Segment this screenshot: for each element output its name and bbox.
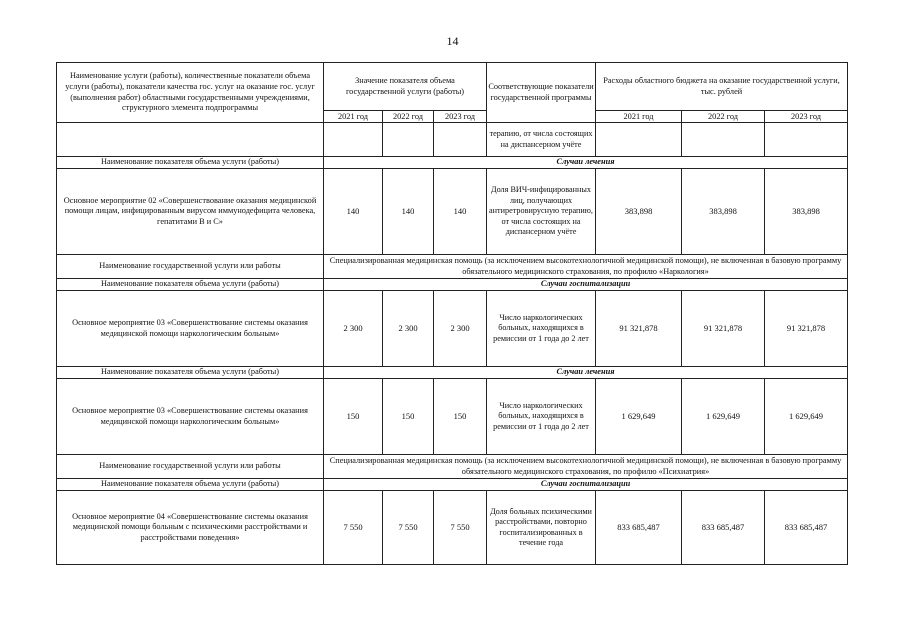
measure-name: Основное мероприятие 03 «Совершенствование системы оказания медицинской помощи наркологическим больным» (57, 379, 324, 455)
value-cell: 7 550 (324, 491, 383, 565)
table-row (57, 291, 848, 367)
table-row (57, 491, 848, 565)
table-row (57, 479, 848, 491)
year-cell: 2022 год (682, 111, 765, 123)
expense-cell: 1 629,649 (682, 379, 765, 455)
expense-cell: 833 685,487 (765, 491, 848, 565)
category-cell: Случаи госпитализации (324, 279, 848, 291)
header-indicator: Соответствующие показатели государственной программы (487, 63, 596, 123)
category-cell: Случаи лечения (324, 367, 848, 379)
table-row (57, 169, 848, 255)
table-row (57, 455, 848, 479)
measure-name: Основное мероприятие 02 «Совершенствование оказания медицинской помощи лицам, инфицированным вирусом иммунодефицита человека, гепатитами В и С» (57, 169, 324, 255)
expense-cell: 383,898 (596, 169, 682, 255)
service-cell: Специализированная медицинская помощь (за исключением высокотехнологичной медицинской помощи), не включенная в базовую программу обязательного медицинского страхования, по профилю «Психиатрия» (324, 455, 848, 479)
indicator-cell: Доля ВИЧ-инфицированных лиц, получающих антиретровирусную терапию, от числа состоящих на диспансерном учёте (487, 169, 596, 255)
expense-cell: 1 629,649 (765, 379, 848, 455)
table-row (57, 279, 848, 291)
expense-cell: 91 321,878 (765, 291, 848, 367)
indicator-cell: Доля больных психическими расстройствами, повторно госпитализированных в течение года (487, 491, 596, 565)
indicator-cell: Число наркологических больных, находящихся в ремиссии от 1 года до 2 лет (487, 291, 596, 367)
expense-cell: 383,898 (765, 169, 848, 255)
expense-cell: 833 685,487 (682, 491, 765, 565)
service-cell: Специализированная медицинская помощь (за исключением высокотехнологичной медицинской помощи), не включенная в базовую программу обязательного медицинского страхования, по профилю «Наркология» (324, 255, 848, 279)
table-row (57, 157, 848, 169)
header-volume: Значение показателя объема государственной услуги (работы) (324, 63, 487, 111)
value-cell: 140 (383, 169, 434, 255)
page-number: 14 (446, 34, 459, 48)
table-row (57, 367, 848, 379)
value-cell: 7 550 (383, 491, 434, 565)
header-expenses: Расходы областного бюджета на оказание государственной услуги, тыс. рублей (596, 63, 848, 111)
label-state-service: Наименование государственной услуги или работы (57, 255, 324, 279)
value-cell: 2 300 (434, 291, 487, 367)
expense-cell: 91 321,878 (596, 291, 682, 367)
value-cell: 150 (324, 379, 383, 455)
category-cell: Случаи лечения (324, 157, 848, 169)
year-cell: 2021 год (596, 111, 682, 123)
value-cell: 2 300 (383, 291, 434, 367)
indicator-cell: терапию, от числа состоящих на диспансерном учёте (487, 123, 596, 157)
value-cell: 150 (383, 379, 434, 455)
header-row (57, 63, 848, 111)
measure-name: Основное мероприятие 03 «Совершенствование системы оказания медицинской помощи наркологическим больным» (57, 291, 324, 367)
services-table (56, 62, 848, 565)
label-state-service: Наименование государственной услуги или работы (57, 455, 324, 479)
value-cell: 150 (434, 379, 487, 455)
table-row (57, 379, 848, 455)
expense-cell: 91 321,878 (682, 291, 765, 367)
table-row (57, 255, 848, 279)
label-volume-indicator: Наименование показателя объема услуги (работы) (57, 367, 324, 379)
indicator-cell: Число наркологических больных, находящихся в ремиссии от 1 года до 2 лет (487, 379, 596, 455)
table-row (57, 123, 848, 157)
header-name: Наименование услуги (работы), количественные показатели объема услуги (работы), показатели качества гос. услуг на оказание гос. услуг (выполнения работ) областными государственными учреждениями, структурного элемента подпрограммы (57, 63, 324, 123)
expense-cell: 833 685,487 (596, 491, 682, 565)
value-cell: 140 (324, 169, 383, 255)
year-cell: 2023 год (765, 111, 848, 123)
value-cell: 2 300 (324, 291, 383, 367)
expense-cell: 383,898 (682, 169, 765, 255)
value-cell: 7 550 (434, 491, 487, 565)
year-cell: 2022 год (383, 111, 434, 123)
year-cell: 2021 год (324, 111, 383, 123)
expense-cell: 1 629,649 (596, 379, 682, 455)
label-volume-indicator: Наименование показателя объема услуги (работы) (57, 157, 324, 169)
category-cell: Случаи госпитализации (324, 479, 848, 491)
year-cell: 2023 год (434, 111, 487, 123)
label-volume-indicator: Наименование показателя объема услуги (работы) (57, 279, 324, 291)
measure-name: Основное мероприятие 04 «Совершенствование системы оказания медицинской помощи больным с психическими расстройствами и расстройствами поведения» (57, 491, 324, 565)
value-cell: 140 (434, 169, 487, 255)
label-volume-indicator: Наименование показателя объема услуги (работы) (57, 479, 324, 491)
